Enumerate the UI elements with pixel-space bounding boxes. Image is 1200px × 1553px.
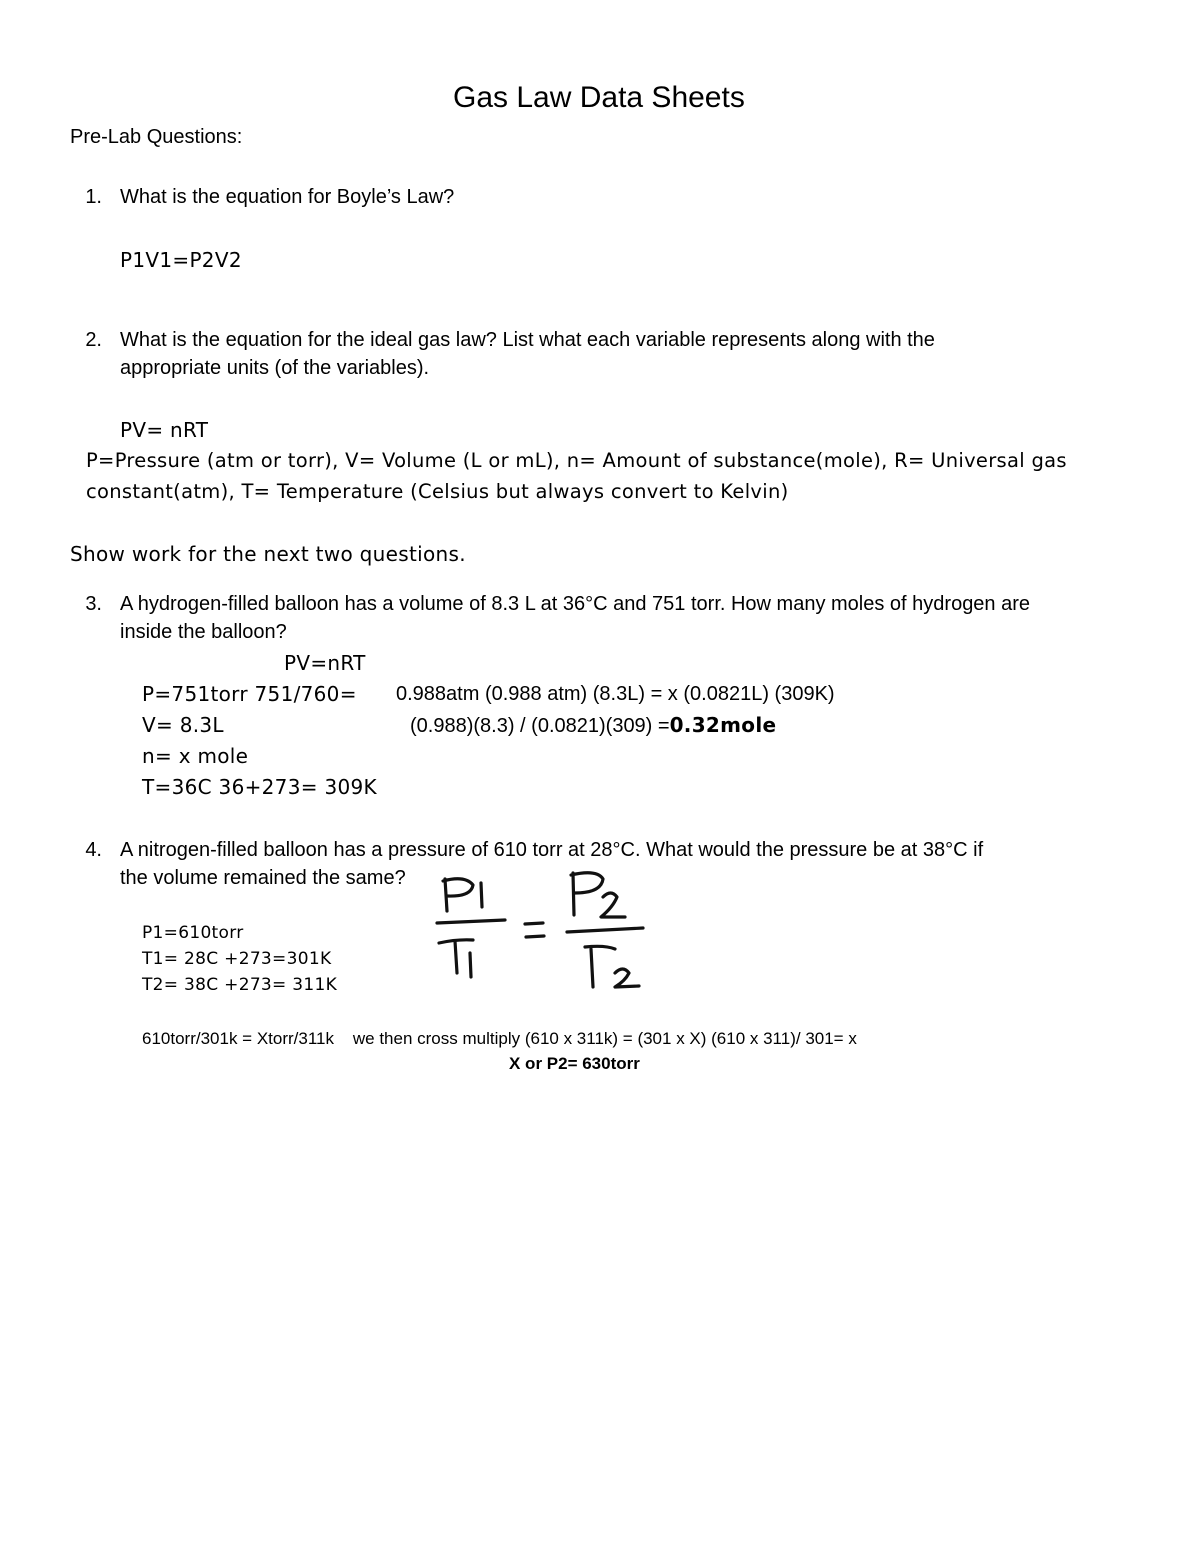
q3-temperature-line: T=36C 36+273= 309K (142, 775, 377, 799)
q3-moles-line: n= x mole (142, 744, 249, 768)
q3-result: 0.32mole (669, 713, 777, 737)
q4-t2: T2= 38C +273= 311K (142, 975, 338, 995)
section-heading: Pre-Lab Questions: (70, 126, 243, 148)
q1-answer: P1V1=P2V2 (120, 248, 242, 272)
q4-number: 4. (85, 839, 102, 861)
q2-answer-line1: P=Pressure (atm or torr), V= Volume (L or mL), n= Amount of substance(mole), R= Universal gas (86, 449, 1067, 472)
q2-number: 2. (85, 329, 102, 351)
q3-volume-calc (410, 713, 776, 738)
q4-p1: P1=610torr (142, 923, 244, 943)
q2-question-line2: appropriate units (of the variables). (120, 357, 430, 379)
q3-volume-line: V= 8.3L (142, 713, 224, 737)
q1-number: 1. (85, 186, 102, 208)
q4-question-line1: A nitrogen-filled balloon has a pressure of 610 torr at 28°C. What would the pressure be at 38°C if (120, 839, 984, 861)
page-title: Gas Law Data Sheets (453, 81, 745, 114)
q3-volume-calc-text: (0.988)(8.3) / (0.0821)(309) = (410, 715, 670, 737)
q3-question-line2: inside the balloon? (120, 621, 287, 643)
q3-pressure-line: P=751torr 751/760= (142, 682, 357, 706)
show-work-instruction: Show work for the next two questions. (70, 542, 466, 566)
q2-answer-line2: constant(atm), T= Temperature (Celsius but always convert to Kelvin) (86, 480, 789, 503)
q3-formula: PV=nRT (284, 651, 366, 675)
q2-question-line1: What is the equation for the ideal gas law? List what each variable represents along with the (120, 329, 935, 351)
q2-answer-equation: PV= nRT (120, 418, 209, 442)
q4-result: X or P2= 630torr (509, 1054, 640, 1073)
q3-number: 3. (85, 593, 102, 615)
q3-question-line1: A hydrogen-filled balloon has a volume of 8.3 L at 36°C and 751 torr. How many moles of hydrogen are (120, 593, 1031, 615)
q1-question: What is the equation for Boyle’s Law? (120, 186, 455, 208)
q3-pressure-calc: 0.988atm (0.988 atm) (8.3L) = x (0.0821L) (309K) (396, 683, 835, 705)
q4-work: 610torr/301k = Xtorr/311k we then cross multiply (610 x 311k) = (301 x X) (610 x 311)/ 301= x (142, 1029, 857, 1048)
q4-t1: T1= 28C +273=301K (142, 949, 332, 969)
q4-question-line2: the volume remained the same? (120, 867, 406, 889)
handwritten-formula-image (425, 865, 665, 995)
